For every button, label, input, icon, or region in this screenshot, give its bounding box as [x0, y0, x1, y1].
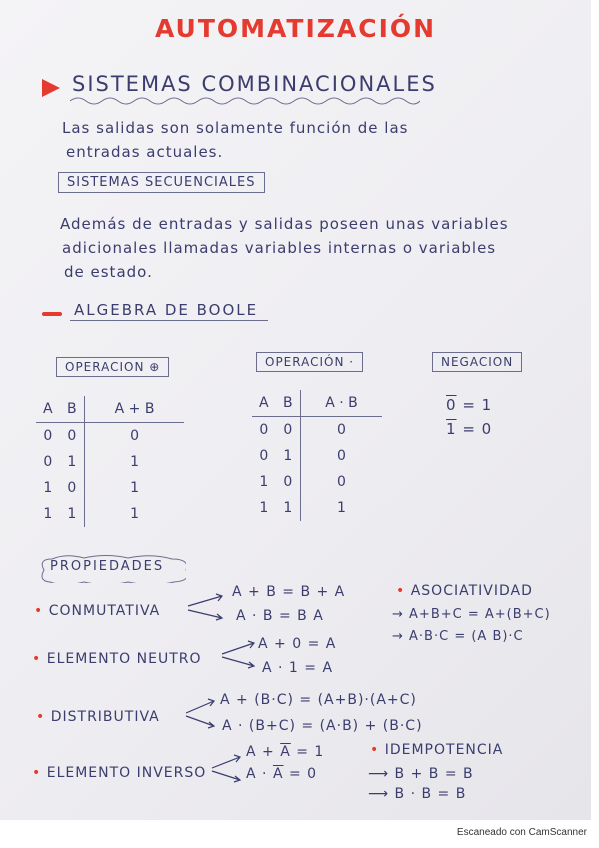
cell: 1 — [276, 495, 301, 521]
table-header-row — [252, 390, 382, 417]
branch-arrows-icon — [186, 592, 228, 622]
equation-part: = 1 — [290, 744, 325, 760]
squiggle-underline — [70, 95, 420, 107]
cell: 1 — [130, 480, 139, 496]
asociatividad-eq2 — [392, 629, 524, 644]
arrow-icon: → — [392, 607, 410, 622]
equation: B + B = B — [394, 766, 474, 782]
header-result: A · B — [301, 390, 382, 417]
cell: 1 — [337, 500, 346, 516]
property-inverso — [32, 765, 206, 781]
neutro-eq2: A · 1 = A — [262, 660, 334, 676]
equation-part: = 0 — [283, 766, 318, 782]
cell: 0 — [337, 448, 346, 464]
table-row — [36, 475, 184, 501]
table-row — [36, 423, 184, 450]
negated-zero: 0 — [446, 396, 457, 414]
cell: 1 — [130, 454, 139, 470]
negation-result: = 1 — [462, 396, 493, 414]
property-name: IDEMPOTENCIA — [384, 742, 504, 758]
property-neutro — [32, 651, 202, 667]
property-name: CONMUTATIVA — [48, 603, 161, 619]
equation-part: A + — [246, 744, 281, 760]
property-idempotencia — [370, 742, 503, 758]
branch-arrows-icon — [210, 752, 246, 784]
table-header-row — [36, 396, 184, 423]
negation-result: = 0 — [462, 420, 493, 438]
cell: 1 — [43, 506, 53, 522]
negation-line2 — [446, 420, 492, 438]
cell: 0 — [43, 428, 53, 444]
sequential-text-line2: adicionales llamadas variables internas o variables — [62, 239, 497, 257]
table-row — [252, 417, 382, 444]
header-result: A + B — [85, 396, 184, 423]
section-heading-combinational: SISTEMAS COMBINACIONALES — [72, 72, 437, 96]
distributiva-eq2: A · (B+C) = (A·B) + (B·C) — [222, 718, 423, 734]
branch-arrows-icon — [220, 638, 260, 670]
bullet-dot: • — [34, 603, 44, 619]
sequential-text-line1: Además de entradas y salidas poseen unas variables — [60, 215, 509, 233]
combinational-text-line2: entradas actuales. — [66, 143, 224, 161]
cell: 1 — [60, 449, 85, 475]
header-a: A — [36, 396, 60, 423]
arrow-icon: ⟶ — [368, 766, 395, 782]
branch-arrows-icon — [184, 696, 220, 730]
or-operation-label: OPERACION ⊕ — [56, 357, 169, 377]
cell: 0 — [259, 448, 269, 464]
negation-label: NEGACION — [432, 352, 522, 372]
cell: 1 — [276, 443, 301, 469]
equation: A·B·C = (A B)·C — [409, 629, 524, 644]
cell: 0 — [60, 423, 85, 450]
header-a: A — [252, 390, 276, 417]
bullet-dot: • — [36, 709, 46, 725]
section-heading-boole: ALGEBRA DE BOOLE — [74, 301, 259, 319]
cell: 1 — [259, 500, 269, 516]
cell: 0 — [259, 422, 269, 438]
bullet-dot: • — [32, 651, 42, 667]
section-dash — [42, 312, 62, 316]
property-name: ELEMENTO NEUTRO — [46, 651, 202, 667]
table-row — [252, 469, 382, 495]
sequential-text-line3: de estado. — [64, 263, 153, 281]
bullet-dot: • — [32, 765, 42, 781]
equation: B · B = B — [394, 786, 467, 802]
cell: 0 — [276, 469, 301, 495]
combinational-text-line1: Las salidas son solamente función de las — [62, 119, 409, 137]
property-distributiva — [36, 709, 160, 725]
inverso-eq2 — [246, 766, 317, 782]
and-truth-table — [252, 390, 382, 521]
page-title: AUTOMATIZACIÓN — [154, 14, 437, 43]
scanner-watermark: Escaneado con CamScanner — [456, 827, 587, 838]
property-conmutativa — [34, 603, 160, 619]
table-row — [252, 443, 382, 469]
conmutativa-eq1: A + B = B + A — [232, 584, 346, 600]
cell: 1 — [60, 501, 85, 527]
property-name: DISTRIBUTIVA — [50, 709, 160, 725]
header-b: B — [60, 396, 85, 423]
cell: 0 — [130, 428, 139, 444]
asociatividad-eq1 — [392, 607, 551, 622]
cell: 0 — [60, 475, 85, 501]
cell: 0 — [43, 454, 53, 470]
bullet-dot: • — [370, 742, 380, 758]
heading-underline — [70, 320, 268, 321]
header-b: B — [276, 390, 301, 417]
equation-part: $\overline{A}$ — [272, 766, 284, 782]
arrow-icon: → — [392, 629, 410, 644]
bullet-arrow-icon — [42, 79, 60, 97]
property-asociatividad — [396, 583, 533, 599]
equation: A+B+C = A+(B+C) — [409, 607, 551, 622]
idempotencia-eq1 — [368, 766, 474, 782]
cell: 1 — [259, 474, 269, 490]
conmutativa-eq2: A · B = B A — [236, 608, 324, 624]
equation-part: A · — [246, 766, 273, 782]
cell: 1 — [43, 480, 53, 496]
distributiva-eq1: A + (B·C) = (A+B)·(A+C) — [220, 692, 417, 708]
property-name: ASOCIATIVIDAD — [410, 583, 533, 599]
table-row — [252, 495, 382, 521]
idempotencia-eq2 — [368, 786, 466, 802]
cell: 0 — [337, 422, 346, 438]
cell: 0 — [276, 417, 301, 444]
equation-part: $\overline{A}$ — [280, 744, 291, 760]
neutro-eq1: A + 0 = A — [258, 636, 337, 652]
table-row — [36, 501, 184, 527]
inverso-eq1 — [246, 744, 324, 760]
arrow-icon: ⟶ — [368, 786, 395, 802]
table-row — [36, 449, 184, 475]
properties-label: PROPIEDADES — [50, 559, 165, 574]
negation-line1 — [446, 396, 492, 414]
or-truth-table — [36, 396, 184, 527]
bullet-dot: • — [396, 583, 406, 599]
section-heading-sequential: SISTEMAS SECUENCIALES — [58, 172, 265, 193]
cell: 1 — [130, 506, 139, 522]
cell: 0 — [337, 474, 346, 490]
property-name: ELEMENTO INVERSO — [46, 765, 207, 781]
and-operation-label: OPERACIÓN · — [256, 352, 363, 372]
negated-one: 1 — [446, 420, 457, 438]
